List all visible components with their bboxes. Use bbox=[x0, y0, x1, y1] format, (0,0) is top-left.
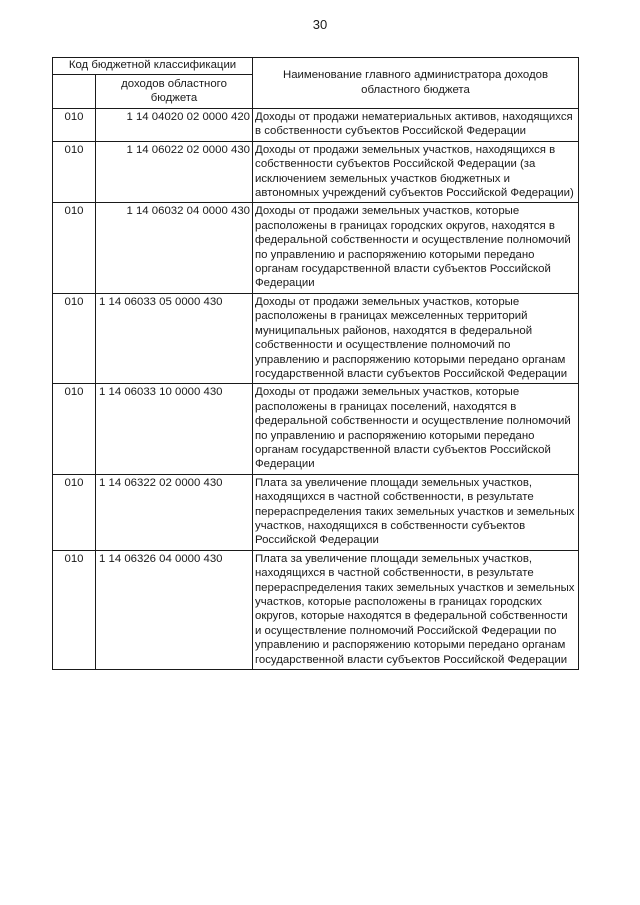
income-name-cell: Доходы от продажи земельных участков, которые расположены в границах поселений, находятся в федеральной собственности и осуществление полномочий по управлению и распоряжению которыми передано органам государственной власти субъектов Российской Федерации bbox=[253, 384, 579, 474]
table-row bbox=[53, 293, 579, 383]
admin-code-cell: 010 bbox=[53, 474, 96, 550]
income-name-cell: Доходы от продажи земельных участков, которые расположены в границах городских округов, находятся в федеральной собственности и осуществление полномочий по управлению и распоряжению которыми передано органам государственной власти субъектов Российской Федерации bbox=[253, 203, 579, 293]
admin-code-cell: 010 bbox=[53, 293, 96, 383]
page-number: 30 bbox=[312, 17, 328, 32]
budget-classification-table bbox=[52, 57, 579, 670]
income-code-cell: 1 14 04020 02 0000 420 bbox=[96, 109, 253, 142]
income-code-cell: 1 14 06022 02 0000 430 bbox=[96, 141, 253, 203]
income-name-cell: Доходы от продажи земельных участков, которые расположены в границах межселенных территорий муниципальных районов, находятся в федеральной собственности и осуществление полномочий по управлению и распоряжению которыми передано органам государственной власти субъектов Российской Федерации bbox=[253, 293, 579, 383]
admin-code-cell: 010 bbox=[53, 384, 96, 474]
table-row bbox=[53, 474, 579, 550]
header-admin-code-blank bbox=[53, 75, 96, 109]
table-row bbox=[53, 141, 579, 203]
admin-code-cell: 010 bbox=[53, 141, 96, 203]
table-header-row bbox=[53, 58, 579, 75]
table-row bbox=[53, 550, 579, 669]
admin-code-cell: 010 bbox=[53, 109, 96, 142]
header-code-group: Код бюджетной классификации bbox=[53, 58, 253, 75]
income-code-cell: 1 14 06326 04 0000 430 bbox=[96, 550, 253, 669]
header-administrator-name: Наименование главного администратора доходов областного бюджета bbox=[253, 58, 579, 109]
table-row bbox=[53, 384, 579, 474]
table-row bbox=[53, 109, 579, 142]
income-name-cell: Доходы от продажи нематериальных активов, находящихся в собственности субъектов Российской Федерации bbox=[253, 109, 579, 142]
income-name-cell: Доходы от продажи земельных участков, находящихся в собственности субъектов Российской Федерации (за исключением земельных участков бюджетных и автономных учреждений субъектов Российской Федерации) bbox=[253, 141, 579, 203]
income-code-cell: 1 14 06033 10 0000 430 bbox=[96, 384, 253, 474]
income-name-cell: Плата за увеличение площади земельных участков, находящихся в частной собственности, в результате перераспределения таких земельных участков и земельных участков, которые расположены в границах городских округов, которые находятся в федеральной собственности и осуществление полномочий Российской Федерации по управлению и распоряжению которыми передано органам государственной власти субъектов Российской Федерации bbox=[253, 550, 579, 669]
income-code-cell: 1 14 06032 04 0000 430 bbox=[96, 203, 253, 293]
admin-code-cell: 010 bbox=[53, 203, 96, 293]
income-code-cell: 1 14 06322 02 0000 430 bbox=[96, 474, 253, 550]
income-code-cell: 1 14 06033 05 0000 430 bbox=[96, 293, 253, 383]
header-income-code: доходов областного бюджета bbox=[96, 75, 253, 109]
admin-code-cell: 010 bbox=[53, 550, 96, 669]
table-row bbox=[53, 203, 579, 293]
income-name-cell: Плата за увеличение площади земельных участков, находящихся в частной собственности, в результате перераспределения таких земельных участков и земельных участков, находящихся в собственности субъектов Российской Федерации bbox=[253, 474, 579, 550]
